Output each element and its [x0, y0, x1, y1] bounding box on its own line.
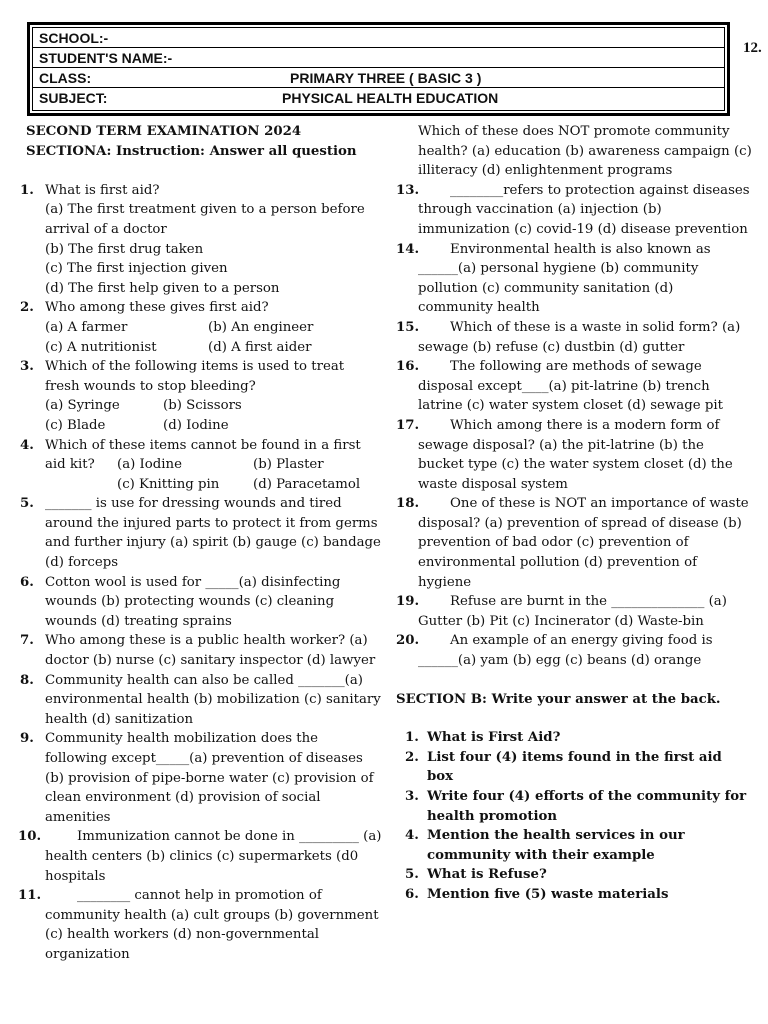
question-text: Refuse are burnt in the ______________ (a) Gutter (b) Pit (c) Incinerator (d) Waste-bin	[418, 594, 727, 629]
question-text: The following are methods of sewage disposal except____(a) pit-latrine (b) trench latrine (c) water system closet (d) sewage pit	[418, 359, 723, 414]
subject-row	[33, 88, 724, 108]
question-number: 20.	[396, 633, 420, 649]
question-number: 9.	[20, 731, 34, 747]
question-3	[20, 357, 382, 435]
question-10	[18, 827, 382, 886]
class-label: CLASS:	[39, 70, 92, 86]
option-c: (c) The first injection given	[45, 261, 228, 277]
question-text: ________refers to protection against diseases through vaccination (a) injection (b) immunization (c) covid-19 (d) disease prevention	[418, 182, 750, 237]
question-text: Community health can also be called _______(a) environmental health (b) mobilization (c) sanitary health (d) sanitization	[45, 672, 381, 727]
page-number: 12.	[743, 40, 762, 56]
question-number: 5.	[20, 496, 34, 512]
student-name-label: STUDENT'S NAME:-	[39, 50, 173, 66]
question-number: 4.	[20, 437, 34, 453]
section-b-list	[396, 728, 752, 904]
question-12-continued	[396, 122, 752, 181]
question-number: 15.	[396, 319, 420, 335]
item-number: 4.	[405, 828, 419, 844]
question-number: 3.	[20, 359, 34, 375]
question-1	[20, 181, 382, 299]
question-4	[20, 436, 382, 495]
question-4-block	[45, 436, 382, 475]
question-11	[18, 886, 382, 964]
question-19	[396, 592, 752, 631]
option-c: (c) Knitting pin	[117, 476, 220, 492]
student-name-row	[33, 48, 724, 68]
question-text: Which of these does NOT promote community health? (a) education (b) awareness campaign (c) illiteracy (d) enlightenment programs	[418, 124, 752, 179]
item-text: Mention the health services in our community with their example	[427, 828, 685, 863]
question-number: 1.	[20, 182, 34, 198]
question-text: An example of an energy giving food is ______(a) yam (b) egg (c) beans (d) orange	[418, 633, 713, 669]
question-text: ________ cannot help in promotion of community health (a) cult groups (b) government (c) health workers (d) non-governmental organization	[45, 888, 379, 962]
question-text: Which of the following items is used to treat fresh wounds to stop bleeding?	[45, 359, 345, 394]
question-15	[396, 318, 752, 357]
section-b-item-3	[396, 787, 752, 826]
right-column	[396, 122, 752, 905]
question-text: Community health mobilization does the following except_____(a) prevention of diseases (b) provision of pipe-borne water (c) provision of clean environment (d) provision of social amenities	[45, 731, 374, 825]
subject-value: PHYSICAL HEALTH EDUCATION	[282, 90, 499, 106]
section-b-item-6	[396, 885, 752, 905]
question-text: _______ is use for dressing wounds and tired around the injured parts to protect it from germs and further injury (a) spirit (b) gauge (c) bandage (d) forceps	[45, 496, 381, 571]
option-a: (a) Syringe	[45, 398, 120, 414]
option-d: (d) A first aider	[208, 339, 312, 355]
option-a: (a) A farmer	[45, 319, 128, 335]
question-number: 16.	[396, 359, 420, 375]
section-b-item-1	[396, 728, 752, 748]
option-d: (d) The first help given to a person	[45, 280, 280, 296]
subject-label: SUBJECT:	[39, 90, 108, 106]
option-a: (a) Iodine	[117, 457, 182, 473]
item-text: Write four (4) efforts of the community for health promotion	[427, 789, 747, 824]
student-info-table	[32, 27, 725, 111]
item-number: 5.	[405, 867, 419, 883]
option-b: (b) Scissors	[163, 398, 242, 414]
options-row	[45, 396, 382, 416]
option-d: (d) Paracetamol	[253, 476, 361, 492]
question-number: 10.	[18, 829, 42, 845]
question-number: 18.	[396, 496, 420, 512]
question-13	[396, 181, 752, 240]
section-b-instruction: SECTION B: Write your answer at the back.	[396, 691, 721, 707]
question-number: 14.	[396, 241, 420, 257]
question-text: One of these is NOT an importance of waste disposal? (a) prevention of spread of disease (b) prevention of bad odor (c) prevention of environmental pollution (d) prevention of hygiene	[418, 496, 749, 590]
question-16	[396, 357, 752, 416]
option-a: (a) The first treatment given to a person before arrival of a doctor	[45, 202, 365, 237]
question-text: Who among these gives first aid?	[45, 300, 269, 316]
question-number: 11.	[18, 888, 42, 904]
item-number: 2.	[405, 749, 419, 765]
class-value: PRIMARY THREE ( BASIC 3 )	[290, 70, 482, 86]
question-number: 2.	[20, 300, 34, 316]
question-text: Who among these is a public health worker? (a) doctor (b) nurse (c) sanitary inspector (d) lawyer	[45, 633, 376, 669]
item-number: 6.	[405, 886, 419, 902]
question-14	[396, 240, 752, 318]
school-row	[33, 28, 724, 48]
student-info-box	[27, 22, 730, 116]
options-row	[45, 318, 382, 338]
class-row	[33, 68, 724, 88]
item-text: What is Refuse?	[427, 867, 547, 883]
question-text: Environmental health is also known as ______(a) personal hygiene (b) community pollution (c) community sanitation (d) community health	[418, 241, 711, 316]
item-text: List four (4) items found in the first aid box	[427, 749, 722, 785]
item-text: What is First Aid?	[427, 730, 561, 746]
item-text: Mention five (5) waste materials	[427, 886, 669, 902]
item-number: 3.	[405, 789, 419, 804]
option-c: (c) Blade	[45, 417, 106, 433]
question-text: Which among there is a modern form of sewage disposal? (a) the pit-latrine (b) the bucket type (c) the water system closet (d) the waste disposal system	[418, 417, 733, 492]
question-text: What is first aid?	[45, 182, 160, 198]
question-8	[20, 671, 382, 730]
section-b-item-5	[396, 865, 752, 885]
question-6	[20, 573, 382, 632]
question-number: 8.	[20, 672, 34, 688]
question-number: 17.	[396, 417, 420, 433]
school-label: SCHOOL:-	[39, 30, 109, 46]
options-row	[45, 475, 382, 495]
option-b: (b) The first drug taken	[45, 241, 204, 257]
question-2	[20, 298, 382, 357]
question-5	[20, 494, 382, 572]
question-text: Which of these is a waste in solid form? (a) sewage (b) refuse (c) dustbin (d) gutter	[418, 319, 741, 355]
question-text: Cotton wool is used for _____(a) disinfecting wounds (b) protecting wounds (c) cleaning wounds (d) treating sprains	[45, 574, 341, 629]
section-b-item-4	[396, 826, 752, 865]
option-c: (c) A nutritionist	[45, 339, 157, 355]
section-a-instruction: SECTIONA: Instruction: Answer all question	[26, 143, 357, 159]
question-text: Which of these items cannot be found in a first aid kit?	[45, 437, 361, 473]
question-text: Immunization cannot be done in _________ (a) health centers (b) clinics (c) supermarkets (d0 hospitals	[45, 829, 382, 884]
section-b-item-2	[396, 748, 752, 787]
exam-title: SECOND TERM EXAMINATION 2024	[26, 124, 302, 139]
question-9	[20, 729, 382, 827]
question-7	[20, 631, 382, 670]
question-number: 6.	[20, 574, 34, 590]
item-number: 1.	[405, 730, 419, 746]
question-18	[396, 494, 752, 592]
option-b: (b) Plaster	[253, 457, 324, 473]
question-number: 13.	[396, 182, 420, 198]
question-17	[396, 416, 752, 494]
question-number: 7.	[20, 633, 34, 649]
options-row	[45, 416, 382, 436]
left-column	[18, 122, 382, 965]
question-number: 19.	[396, 594, 420, 610]
option-b: (b) An engineer	[208, 319, 314, 335]
options-row	[45, 338, 382, 358]
question-20	[396, 631, 752, 670]
option-d: (d) Iodine	[163, 417, 229, 433]
